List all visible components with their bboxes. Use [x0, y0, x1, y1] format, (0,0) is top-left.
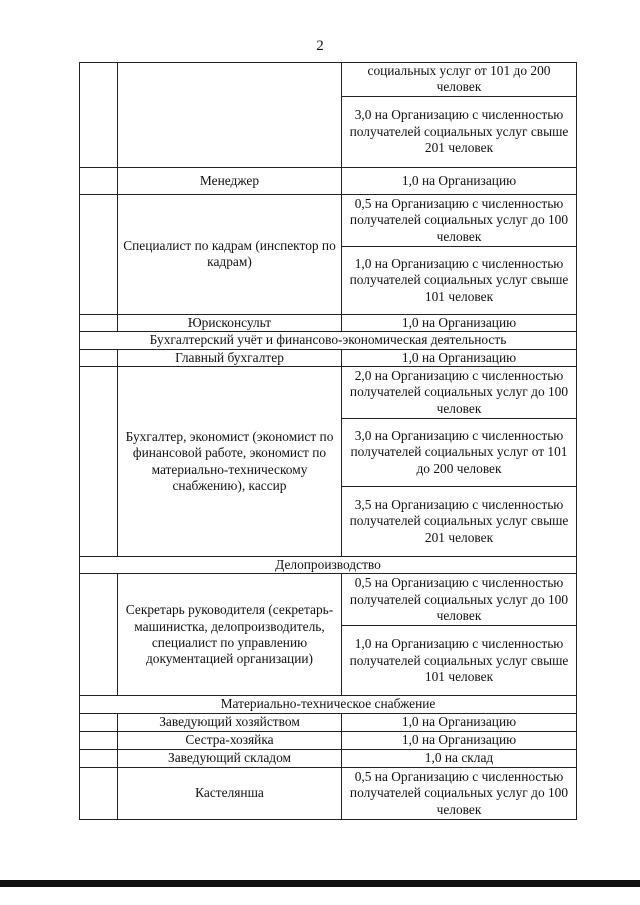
staffing-table — [79, 62, 577, 820]
position-cell: Кастелянша — [118, 767, 342, 819]
table-row — [80, 314, 577, 331]
row-number-cell — [80, 574, 118, 696]
norm-cell: 3,0 на Организацию с численностью получателей социальных услуг свыше 201 человек — [342, 96, 577, 167]
position-cell: Заведующий складом — [118, 749, 342, 767]
table-row — [80, 731, 577, 749]
position-cell: Сестра-хозяйка — [118, 731, 342, 749]
norm-cell: 2,0 на Организацию с численностью получателей социальных услуг до 100 человек — [342, 367, 577, 419]
norm-cell: 1,0 на Организацию — [342, 349, 577, 366]
row-number-cell — [80, 367, 118, 557]
row-number-cell — [80, 749, 118, 767]
table-row — [80, 63, 577, 97]
row-number-cell — [80, 731, 118, 749]
table-row — [80, 167, 577, 194]
table-row — [80, 367, 577, 419]
position-cell: Менеджер — [118, 167, 342, 194]
page-number: 2 — [316, 38, 324, 54]
section-row — [80, 332, 577, 349]
position-cell: Бухгалтер, экономист (экономист по финансовой работе, экономист по материально-техническому снабжению), кассир — [118, 367, 342, 557]
position-cell: Заведующий хозяйством — [118, 713, 342, 731]
table-row — [80, 749, 577, 767]
table-row — [80, 767, 577, 819]
position-cell: Специалист по кадрам (инспектор по кадрам) — [118, 194, 342, 314]
row-number-cell — [80, 63, 118, 168]
table-row — [80, 713, 577, 731]
position-cell — [118, 63, 342, 168]
row-number-cell — [80, 167, 118, 194]
table-row — [80, 574, 577, 626]
position-cell: Юрисконсульт — [118, 314, 342, 331]
scan-edge-bar — [0, 880, 640, 887]
norm-cell: 1,0 на Организацию с численностью получателей социальных услуг свыше 101 человек — [342, 246, 577, 314]
norm-cell: 1,0 на Организацию — [342, 167, 577, 194]
norm-cell: 1,0 на Организацию с численностью получателей социальных услуг свыше 101 человек — [342, 626, 577, 696]
row-number-cell — [80, 349, 118, 366]
norm-cell: 1,0 на склад — [342, 749, 577, 767]
position-cell: Главный бухгалтер — [118, 349, 342, 366]
norm-cell: 0,5 на Организацию с численностью получателей социальных услуг до 100 человек — [342, 574, 577, 626]
norm-cell: 0,5 на Организацию с численностью получателей социальных услуг до 100 человек — [342, 767, 577, 819]
norm-cell: 3,5 на Организацию с численностью получателей социальных услуг свыше 201 человек — [342, 487, 577, 557]
norm-cell: 1,0 на Организацию — [342, 713, 577, 731]
section-heading: Материально-техническое снабжение — [80, 696, 577, 713]
section-heading: Бухгалтерский учёт и финансово-экономическая деятельность — [80, 332, 577, 349]
row-number-cell — [80, 767, 118, 819]
norm-cell: 3,0 на Организацию с численностью получателей социальных услуг от 101 до 200 человек — [342, 419, 577, 487]
norm-cell: 1,0 на Организацию — [342, 314, 577, 331]
norm-cell: социальных услуг от 101 до 200 человек — [342, 63, 577, 97]
table-row — [80, 349, 577, 366]
row-number-cell — [80, 713, 118, 731]
section-row — [80, 557, 577, 574]
norm-cell: 0,5 на Организацию с численностью получателей социальных услуг до 100 человек — [342, 194, 577, 246]
norm-cell: 1,0 на Организацию — [342, 731, 577, 749]
section-heading: Делопроизводство — [80, 557, 577, 574]
row-number-cell — [80, 194, 118, 314]
position-cell: Секретарь руководителя (секретарь-машинистка, делопроизводитель, специалист по управлению документацией организации) — [118, 574, 342, 696]
row-number-cell — [80, 314, 118, 331]
section-row — [80, 696, 577, 713]
table-row — [80, 194, 577, 246]
